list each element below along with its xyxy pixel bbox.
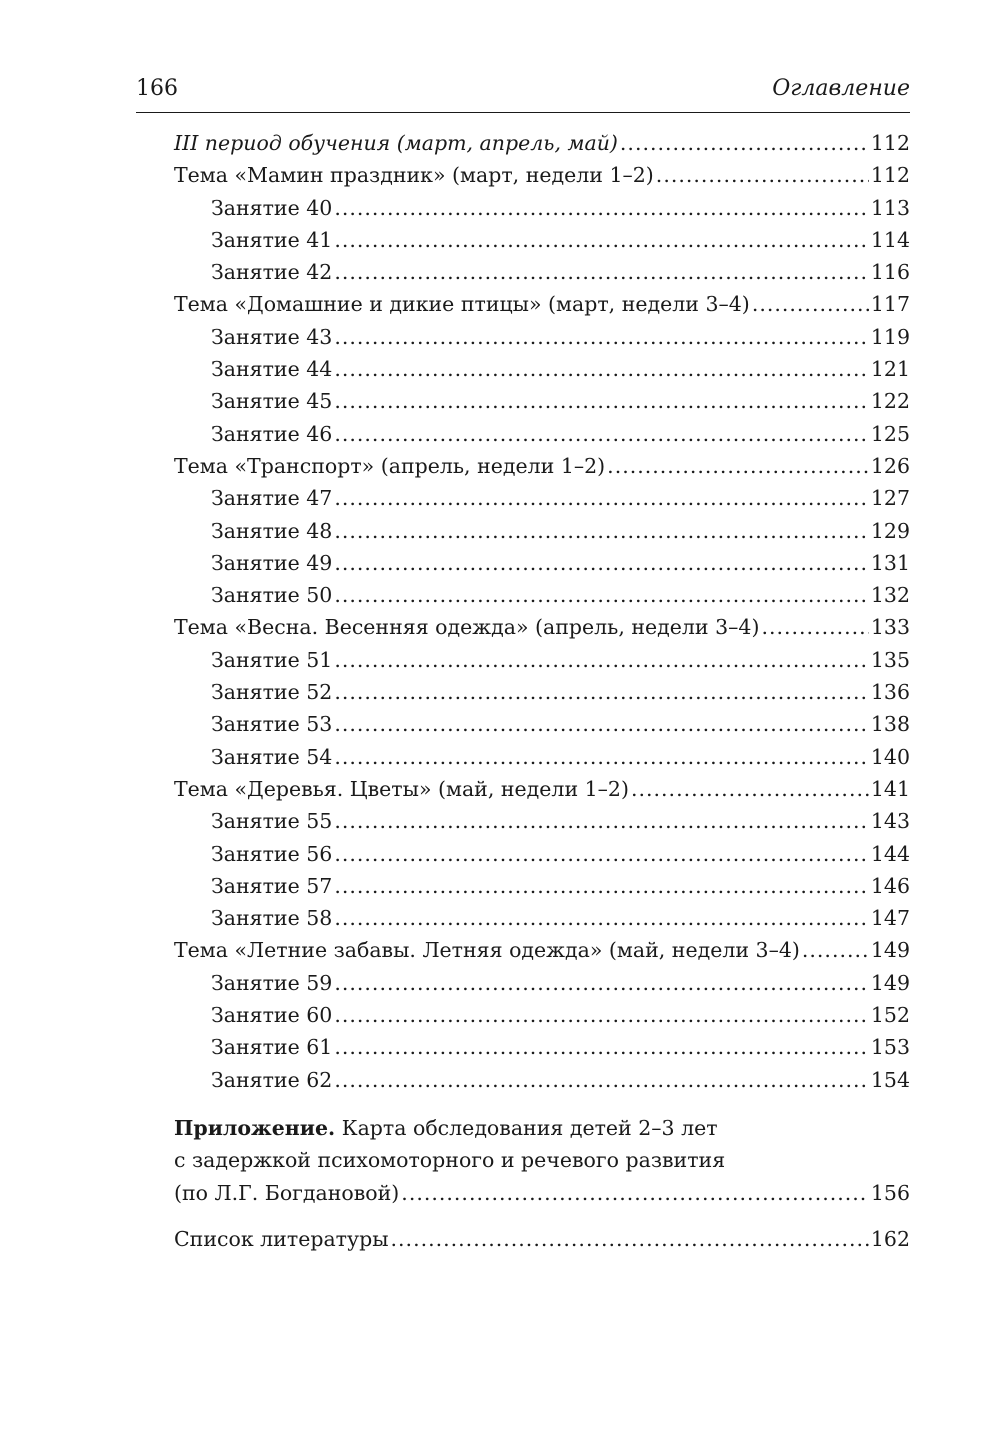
toc-entry-label: Занятие 57: [211, 873, 333, 898]
appendix-line-2: с задержкой психомоторного и речевого развития: [174, 1148, 726, 1173]
toc-entry-lesson[interactable]: [174, 644, 910, 676]
dot-leader: [334, 644, 869, 676]
toc-entry-lesson[interactable]: [174, 482, 910, 514]
dot-leader: [401, 1177, 869, 1209]
toc-entry-lesson[interactable]: [174, 805, 910, 837]
dot-leader: [334, 1064, 869, 1096]
dot-leader: [656, 159, 869, 191]
toc-entry-page: 153: [870, 1035, 910, 1060]
dot-leader: [334, 741, 869, 773]
toc-entry-page: 114: [870, 227, 910, 252]
toc-entry-page: 141: [870, 776, 910, 801]
toc-entry-page: 133: [870, 615, 910, 640]
dot-leader: [334, 353, 869, 385]
toc-entry-page: 117: [870, 292, 910, 317]
toc-entry-lesson[interactable]: [174, 256, 910, 288]
dot-leader: [334, 515, 869, 547]
dot-leader: [631, 773, 869, 805]
toc-entry-appendix[interactable]: [174, 1112, 910, 1209]
toc-entry-page: 144: [870, 841, 910, 866]
toc-entry-label: Занятие 46: [211, 421, 333, 446]
toc-entry-lesson[interactable]: [174, 741, 910, 773]
toc-entry-lesson[interactable]: [174, 870, 910, 902]
dot-leader: [334, 708, 869, 740]
toc-entry-page: 121: [870, 357, 910, 382]
toc-entry-page: 125: [870, 421, 910, 446]
toc-entry-label: Тема «Деревья. Цветы» (май, недели 1–2): [174, 776, 629, 801]
dot-leader: [334, 1031, 869, 1063]
toc-entry-page: 119: [870, 324, 910, 349]
toc-entry-page: 116: [870, 260, 910, 285]
toc-entry-label: Занятие 60: [211, 1003, 333, 1028]
toc-entry-label: Занятие 49: [211, 550, 333, 575]
toc-entry-lesson[interactable]: [174, 579, 910, 611]
dot-leader: [620, 127, 869, 159]
dot-leader: [334, 256, 869, 288]
toc-entry-label: Список литературы: [174, 1226, 389, 1251]
dot-leader: [334, 967, 869, 999]
dot-leader: [334, 870, 869, 902]
toc-entry-theme[interactable]: [174, 934, 910, 966]
toc-entry-lesson[interactable]: [174, 838, 910, 870]
toc-entry-label: Занятие 53: [211, 712, 333, 737]
toc-entry-label: Тема «Весна. Весенняя одежда» (апрель, недели 3–4): [174, 615, 760, 640]
toc-entry-label: Занятие 55: [211, 809, 333, 834]
page-number: 166: [136, 76, 178, 101]
toc-entry-label: Тема «Транспорт» (апрель, недели 1–2): [174, 453, 606, 478]
toc-entry-page: 140: [870, 744, 910, 769]
toc-entry-lesson[interactable]: [174, 547, 910, 579]
toc-entry-lesson[interactable]: [174, 385, 910, 417]
dot-leader: [334, 192, 869, 224]
dot-leader: [334, 676, 869, 708]
toc-entry-theme[interactable]: [174, 450, 910, 482]
toc-entry-label: Занятие 41: [211, 227, 333, 252]
toc-entry-lesson[interactable]: [174, 708, 910, 740]
dot-leader: [334, 805, 869, 837]
toc-entry-label: Тема «Летние забавы. Летняя одежда» (май, недели 3–4): [174, 938, 800, 963]
dot-leader: [334, 547, 869, 579]
toc-entry-label: Занятие 47: [211, 486, 333, 511]
toc-entry-theme[interactable]: [174, 773, 910, 805]
toc-entry-lesson[interactable]: [174, 192, 910, 224]
themes-list: [174, 159, 910, 1096]
toc-entry-label: Занятие 62: [211, 1067, 333, 1092]
toc-entry-page: 131: [870, 550, 910, 575]
toc-entry-lesson[interactable]: [174, 676, 910, 708]
toc-entry-page: 143: [870, 809, 910, 834]
toc-entry-page: 156: [870, 1180, 910, 1205]
toc-entry-page: 126: [870, 453, 910, 478]
toc-entry-label: Тема «Домашние и дикие птицы» (март, недели 3–4): [174, 292, 750, 317]
appendix-line-3: (по Л.Г. Богдановой): [174, 1180, 400, 1205]
toc-entry-lesson[interactable]: [174, 902, 910, 934]
toc-entry-page: 132: [870, 583, 910, 608]
dot-leader: [334, 385, 869, 417]
toc-entry-page: 112: [870, 131, 910, 155]
running-title: Оглавление: [772, 76, 910, 101]
toc-entry-lesson[interactable]: [174, 515, 910, 547]
toc-entry-lesson[interactable]: [174, 1064, 910, 1096]
toc-entry-label: Занятие 59: [211, 970, 333, 995]
dot-leader: [761, 611, 868, 643]
toc-entry-label: Занятие 54: [211, 744, 333, 769]
toc-entry-lesson[interactable]: [174, 224, 910, 256]
dot-leader: [334, 224, 869, 256]
dot-leader: [334, 418, 869, 450]
toc-entry-label: Занятие 43: [211, 324, 333, 349]
dot-leader: [391, 1223, 869, 1255]
dot-leader: [802, 934, 869, 966]
toc-entry-label: Занятие 40: [211, 195, 333, 220]
toc-entry-page: 154: [870, 1067, 910, 1092]
toc-entry-page: 127: [870, 486, 910, 511]
dot-leader: [607, 450, 869, 482]
toc-entry-label: Занятие 61: [211, 1035, 333, 1060]
toc-entry-page: 129: [870, 518, 910, 543]
toc-entry-page: 149: [870, 970, 910, 995]
toc-entry-page: 138: [870, 712, 910, 737]
toc-entry-label: Занятие 44: [211, 357, 333, 382]
toc-entry-lesson[interactable]: [174, 418, 910, 450]
toc-entry-label: Занятие 42: [211, 260, 333, 285]
dot-leader: [752, 288, 869, 320]
toc-entry-bibliography[interactable]: [174, 1223, 910, 1255]
toc-entry-label: Занятие 56: [211, 841, 333, 866]
toc-entry-lesson[interactable]: [174, 321, 910, 353]
toc-entry-period[interactable]: [174, 127, 910, 159]
toc-entry-lesson[interactable]: [174, 1031, 910, 1063]
toc-entry-page: 149: [870, 938, 910, 963]
table-of-contents: [174, 127, 910, 1255]
toc-entry-theme[interactable]: [174, 288, 910, 320]
toc-entry-lesson[interactable]: [174, 999, 910, 1031]
toc-entry-page: 135: [870, 647, 910, 672]
toc-entry-theme[interactable]: [174, 611, 910, 643]
dot-leader: [334, 579, 869, 611]
toc-entry-page: 162: [870, 1226, 910, 1251]
toc-entry-label: Занятие 50: [211, 583, 333, 608]
dot-leader: [334, 321, 869, 353]
toc-entry-lesson[interactable]: [174, 353, 910, 385]
dot-leader: [334, 902, 869, 934]
toc-entry-page: 147: [870, 906, 910, 931]
toc-entry-label: Тема «Мамин праздник» (март, недели 1–2): [174, 163, 654, 188]
appendix-line-1: Карта обследования детей 2–3 лет: [341, 1115, 718, 1140]
toc-entry-label: Занятие 45: [211, 389, 333, 414]
dot-leader: [334, 482, 869, 514]
toc-entry-page: 122: [870, 389, 910, 414]
toc-entry-label: Занятие 52: [211, 680, 333, 705]
appendix-heading: Приложение.: [174, 1115, 336, 1140]
toc-entry-page: 136: [870, 680, 910, 705]
toc-entry-theme[interactable]: [174, 159, 910, 191]
toc-entry-page: 112: [870, 163, 910, 188]
toc-entry-lesson[interactable]: [174, 967, 910, 999]
dot-leader: [334, 999, 869, 1031]
toc-entry-page: 152: [870, 1003, 910, 1028]
toc-entry-label: III период обучения (март, апрель, май): [174, 131, 618, 155]
dot-leader: [334, 838, 869, 870]
page-header: [136, 74, 910, 113]
toc-entry-label: Занятие 51: [211, 647, 333, 672]
toc-entry-page: 146: [870, 873, 910, 898]
toc-entry-page: 113: [870, 195, 910, 220]
toc-entry-label: Занятие 48: [211, 518, 333, 543]
toc-entry-label: Занятие 58: [211, 906, 333, 931]
